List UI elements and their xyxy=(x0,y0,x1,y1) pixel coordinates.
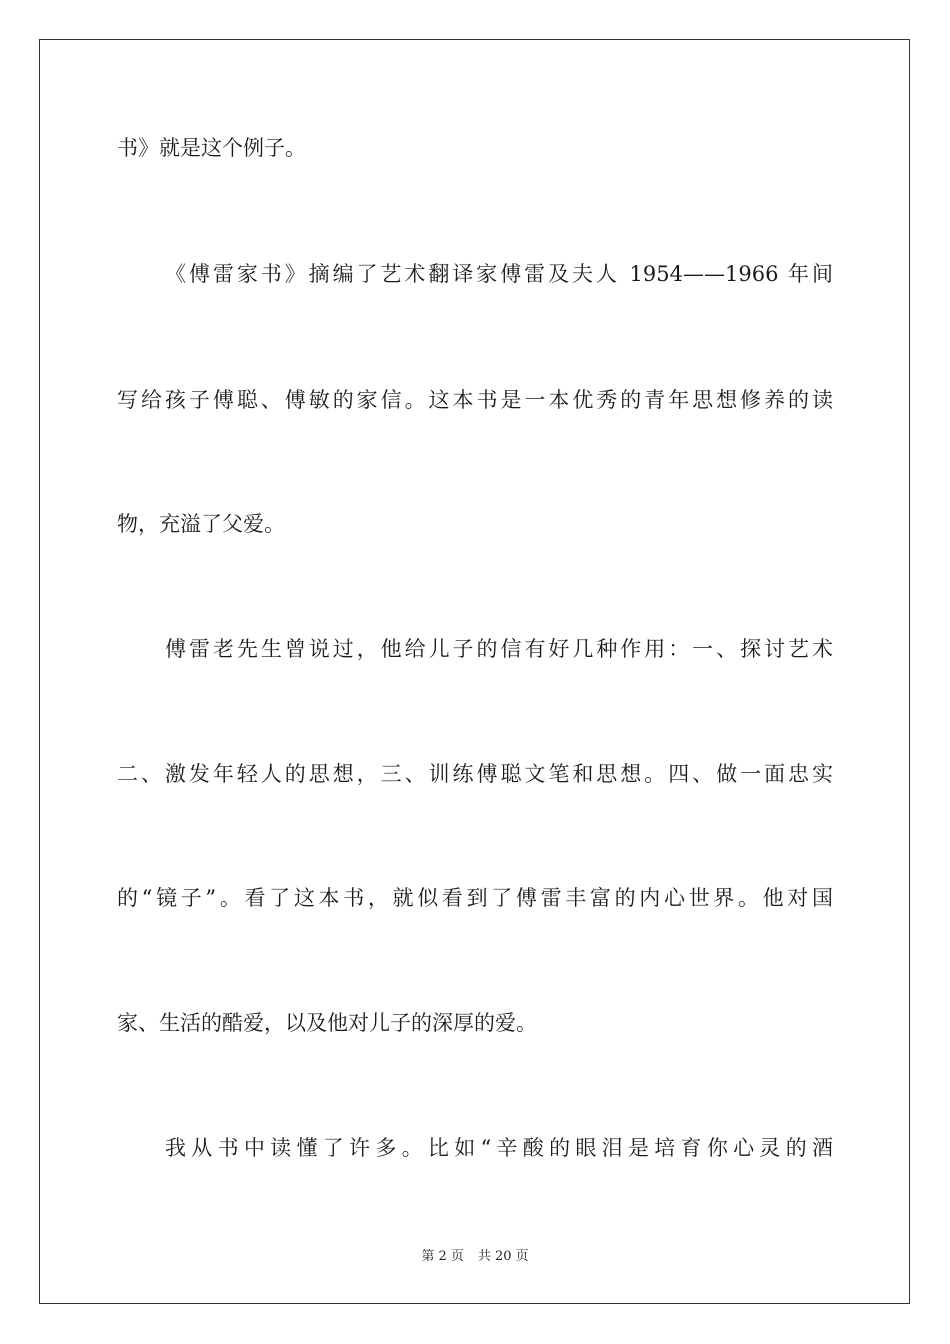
text-line: 写给孩子傅聪、傅敏的家信。这本书是一本优秀的青年思想修养的读 xyxy=(117,388,833,412)
text-line: 书》就是这个例子。 xyxy=(117,136,306,160)
text-line: 傅雷老先生曾说过，他给儿子的信有好几种作用：一、探讨艺术 xyxy=(165,637,833,661)
page-number: 第 2 页 xyxy=(421,1249,464,1264)
text-line: 的“镜子”。看了这本书，就似看到了傅雷丰富的内心世界。他对国 xyxy=(117,886,833,910)
page-total: 共 20 页 xyxy=(477,1249,529,1264)
text-line: 物，充溢了父爱。 xyxy=(117,512,285,536)
text-line: 我从书中读懂了许多。比如“辛酸的眼泪是培育你心灵的酒 xyxy=(165,1136,833,1160)
text-line: 家、生活的酷爱，以及他对儿子的深厚的爱。 xyxy=(117,1011,537,1035)
page-border xyxy=(39,39,910,1304)
text-line: 《傅雷家书》摘编了艺术翻译家傅雷及夫人 1954——1966 年间 xyxy=(165,262,833,286)
page-footer xyxy=(0,1248,950,1266)
text-line: 二、激发年轻人的思想，三、训练傅聪文笔和思想。四、做一面忠实 xyxy=(117,762,833,786)
